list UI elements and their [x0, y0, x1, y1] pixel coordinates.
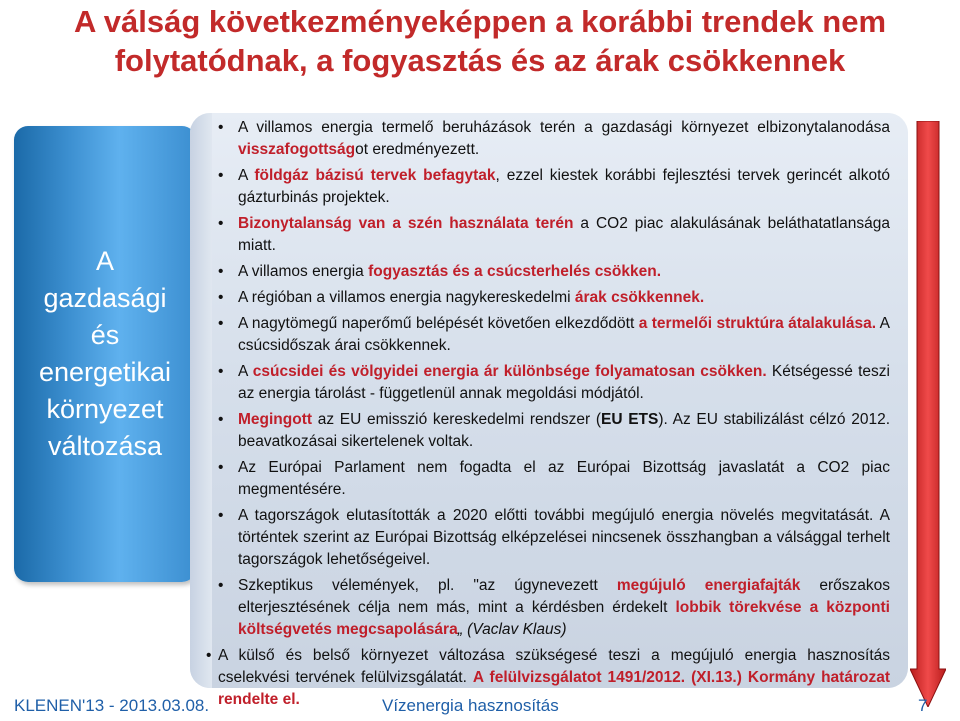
side-panel: [14, 126, 196, 582]
list-item: • Szkeptikus vélemények, pl. "az úgynevezett megújuló energiafajták erőszakos elterjesztésének célja nem más, mint a kérdésben érdekelt lobbik törekvése a központi költségvetés megcsapolására„ (Vaclav Klaus): [214, 575, 890, 641]
side-label-line: környezet: [46, 394, 164, 424]
list-item: • Az Európai Parlament nem fogadta el az Európai Bizottság javaslatát a CO2 piac megmentésére.: [214, 457, 890, 501]
list-item: • A villamos energia fogyasztás és a csúcsterhelés csökken.: [214, 261, 890, 283]
side-label-line: változása: [47, 431, 163, 461]
list-item: • A régióban a villamos energia nagykereskedelmi árak csökkennek.: [214, 287, 890, 309]
list-item: • A földgáz bázisú tervek befagytak, ezzel kiestek korábbi fejlesztési tervek gerincét alkotó gázturbinás projektek.: [214, 165, 890, 209]
side-label-line: energetikai: [38, 357, 172, 387]
list-item: • A nagytömegű naperőmű belépését követően elkezdődött a termelői struktúra átalakulása. A csúcsidőszak árai csökkennek.: [214, 313, 890, 357]
list-item: • Bizonytalanság van a szén használata terén a CO2 piac alakulásának beláthatatlansága miatt.: [214, 213, 890, 257]
title-line-1: A válság következményeképpen a korábbi trendek nem: [73, 4, 887, 39]
list-item: • A villamos energia termelő beruházások terén a gazdasági környezet elbizonytalanodása visszafogottságot eredményezett.: [214, 117, 890, 161]
content-panel-edge: [190, 113, 212, 688]
side-label-line: és: [90, 320, 120, 350]
side-panel-label: [39, 243, 171, 465]
footer-topic: Vízenergia hasznosítás: [382, 696, 559, 715]
slide-title: [0, 2, 960, 80]
list-item: • A külső és belső környezet változása szükségesé teszi a megújuló energia hasznosítás cselekvési tervének felülvizsgálatát. A felülvizsgálatot 1491/2012. (XI.13.) Kormány határozat rendelte el.: [204, 645, 890, 711]
page-number: 7: [918, 696, 928, 715]
list-item: • A tagországok elutasították a 2020 előtti további megújuló energia növelés megvitatását. A történtek szerint az Európai Bizottság elképzelései nincsenek összhangban a válsággal terhelt tagországok lehetőségeivel.: [214, 505, 890, 571]
footer-event: KLENEN'13 - 2013.03.08.: [14, 696, 210, 715]
side-label-line: A: [95, 246, 114, 276]
list-item: • Megingott az EU emisszió kereskedelmi rendszer (EU ETS). Az EU stabilizálást célzó 2012. beavatkozásai sikertelenek voltak.: [214, 409, 890, 453]
side-label-line: gazdasági: [43, 283, 167, 313]
list-item: • A csúcsidei és völgyidei energia ár különbsége folyamatosan csökken. Kétségessé teszi az energia tárolást - függetlenül annak megoldási módjától.: [214, 361, 890, 405]
title-line-2: folytatódnak, a fogyasztás és az árak csökkennek: [114, 43, 846, 78]
bullet-list: [214, 117, 890, 715]
down-arrow-icon: [910, 121, 946, 707]
